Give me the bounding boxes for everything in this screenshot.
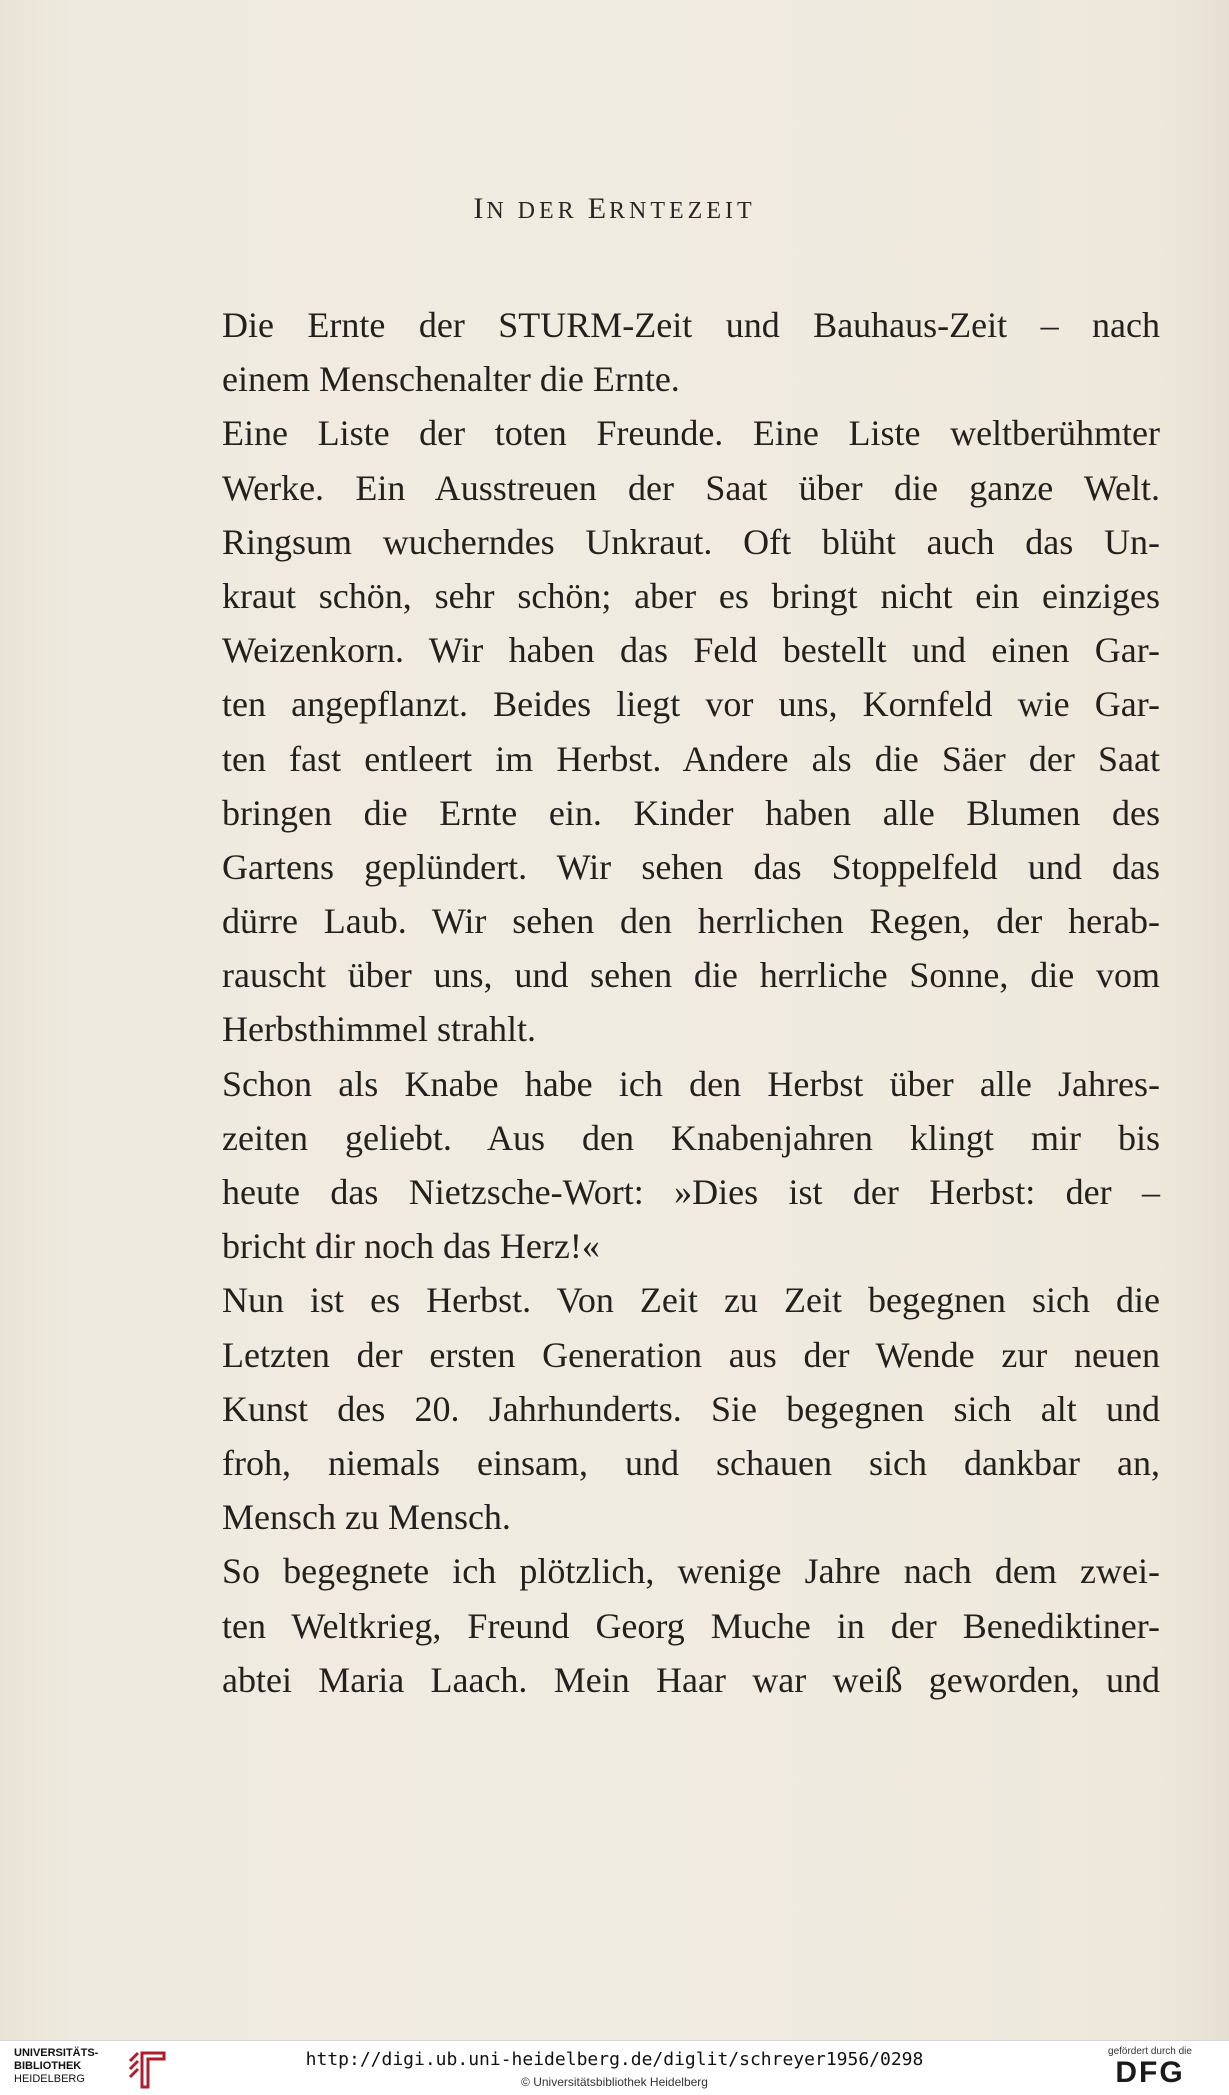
text-line: zeiten geliebt. Aus den Knabenjahren klingt mir bis [222, 1117, 1160, 1158]
footer-bar [0, 2040, 1229, 2095]
text-line: ten fast entleert im Herbst. Andere als die Säer der Saat [222, 738, 1160, 779]
text-line: Nun ist es Herbst. Von Zeit zu Zeit begegnen sich die [222, 1280, 1160, 1321]
text-line: Letzten der ersten Generation aus der Wende zur neuen [222, 1334, 1160, 1375]
text-line: rauscht über uns, und sehen die herrliche Sonne, die vom [222, 955, 1160, 996]
dfg-wordmark: DFG [1115, 2056, 1185, 2089]
text-line: einem Menschenalter die Ernte. [222, 359, 680, 400]
text-line: Die Ernte der STURM-Zeit und Bauhaus-Zeit – nach [222, 305, 1160, 345]
text-line: Weizenkorn. Wir haben das Feld bestellt und einen Gar- [222, 630, 1160, 671]
text-line: kraut schön, sehr schön; aber es bringt nicht ein einziges [222, 575, 1160, 616]
text-line: So begegnete ich plötzlich, wenige Jahre nach dem zwei- [222, 1551, 1160, 1592]
logo-line-3: HEIDELBERG [14, 2073, 85, 2085]
text-line: froh, niemals einsam, und schauen sich dankbar an, [222, 1442, 1160, 1483]
dfg-caption: gefördert durch die [1108, 2046, 1192, 2057]
text-line: dürre Laub. Wir sehen den herrlichen Regen, der herab- [222, 901, 1160, 942]
text-line: Kunst des 20. Jahrhunderts. Sie begegnen sich alt und [222, 1388, 1160, 1429]
text-line: bringen die Ernte ein. Kinder haben alle Blumen des [222, 792, 1160, 833]
text-line: Schon als Knabe habe ich den Herbst über alle Jahres- [222, 1063, 1160, 1104]
copyright-text: © Universitätsbibliothek Heidelberg [521, 2075, 708, 2089]
logo-line-1: UNIVERSITÄTS- [14, 2047, 99, 2059]
text-line: Werke. Ein Ausstreuen der Saat über die ganze Welt. [222, 467, 1160, 508]
permalink-url[interactable]: http://digi.ub.uni-heidelberg.de/diglit/schreyer1956/0298 [305, 2049, 924, 2070]
text-line: abtei Maria Laach. Mein Haar war weiß geworden, und [222, 1659, 1160, 1700]
text-line: Gartens geplündert. Wir sehen das Stoppelfeld und das [222, 846, 1160, 887]
text-line: bricht dir noch das Herz!« [222, 1226, 600, 1267]
text-line: Eine Liste der toten Freunde. Eine Liste weltberühmter [222, 413, 1160, 454]
text-line: heute das Nietzsche-Wort: »Dies ist der Herbst: der – [222, 1172, 1160, 1212]
text-line: ten angepflanzt. Beides liegt vor uns, Kornfeld wie Gar- [222, 684, 1160, 725]
dfg-logo[interactable] [1085, 2046, 1215, 2089]
text-line: ten Weltkrieg, Freund Georg Muche in der Benediktiner- [222, 1605, 1160, 1646]
body-text [222, 298, 1160, 1707]
logo-line-2: BIBLIOTHEK [14, 2060, 82, 2072]
text-line: Herbsthimmel strahlt. [222, 1009, 536, 1050]
text-line: Mensch zu Mensch. [222, 1497, 511, 1538]
running-head: IN DER ERNTEZEIT [473, 192, 756, 225]
text-line: Ringsum wucherndes Unkraut. Oft blüht auch das Un- [222, 521, 1160, 562]
